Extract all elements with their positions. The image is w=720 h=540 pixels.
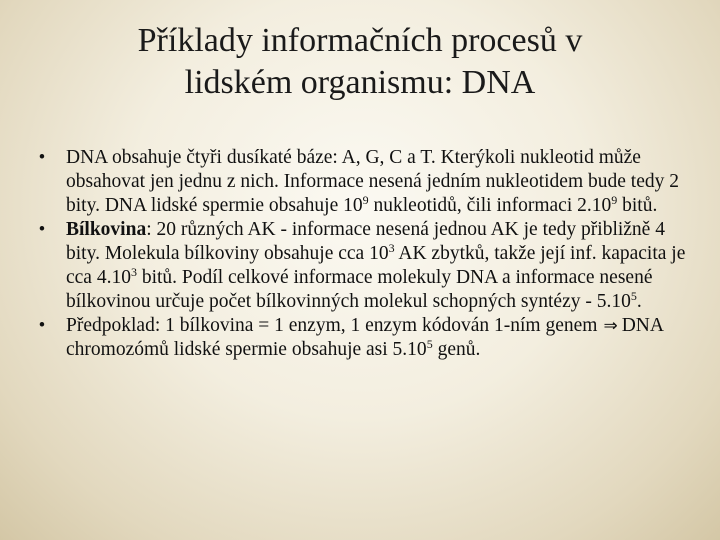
- bullet-text: AK zbytků, takže její inf. kapacita je cca 4.10: [66, 243, 686, 288]
- bullet-text: Předpoklad: 1 bílkovina = 1 enzym, 1 enzym kódován 1-ním genem: [66, 315, 598, 336]
- bullet-text: DNA chromozómů lidské spermie obsahuje asi 5.10: [66, 315, 663, 360]
- bullet-text: : 20 různých AK - informace nesená jednou AK je tedy přibližně 4 bity. Molekula bílkoviny obsahuje cca 10: [66, 219, 665, 264]
- title-line-2: lidském organismu: DNA: [184, 64, 536, 101]
- bullet-item-predpoklad: [32, 314, 694, 362]
- title-line-1: Příklady informačních procesů v: [137, 22, 583, 59]
- exponent: 3: [388, 241, 395, 255]
- bullet-item-bilkovina: [32, 218, 694, 314]
- bullet-text: nukleotidů, čili informaci 2.10: [368, 195, 612, 216]
- implies-arrow-icon: ⇒: [603, 316, 618, 336]
- exponent: 9: [611, 193, 618, 207]
- exponent: 5: [630, 289, 637, 303]
- exponent: 9: [362, 193, 369, 207]
- slide-title: [60, 20, 660, 104]
- bullet-dot: •: [38, 315, 46, 336]
- bullet-dot: •: [38, 147, 46, 168]
- bullet-dot: •: [38, 219, 46, 240]
- bold-term: Bílkovina: [66, 219, 147, 240]
- bullet-text: .: [636, 291, 642, 312]
- exponent: 3: [130, 265, 137, 279]
- bullet-text: bitů. Podíl celkové informace molekuly DNA a informace nesené bílkovinou určuje počet bílkovinných molekul schopných syntézy - 5.10: [66, 267, 653, 312]
- exponent: 5: [426, 337, 433, 351]
- bullet-item-dna: [32, 146, 694, 218]
- bullet-text: DNA obsahuje čtyři dusíkaté báze: A, G, C a T. Kterýkoli nukleotid může obsahovat jen jednu z nich. Informace nesená jedním nukleotidem bude tedy 2 bity. DNA lidské spermie obsahuje 10: [66, 147, 679, 216]
- slide-body: [32, 146, 694, 362]
- bullet-text: genů.: [432, 339, 481, 360]
- bullet-text: bitů.: [617, 195, 658, 216]
